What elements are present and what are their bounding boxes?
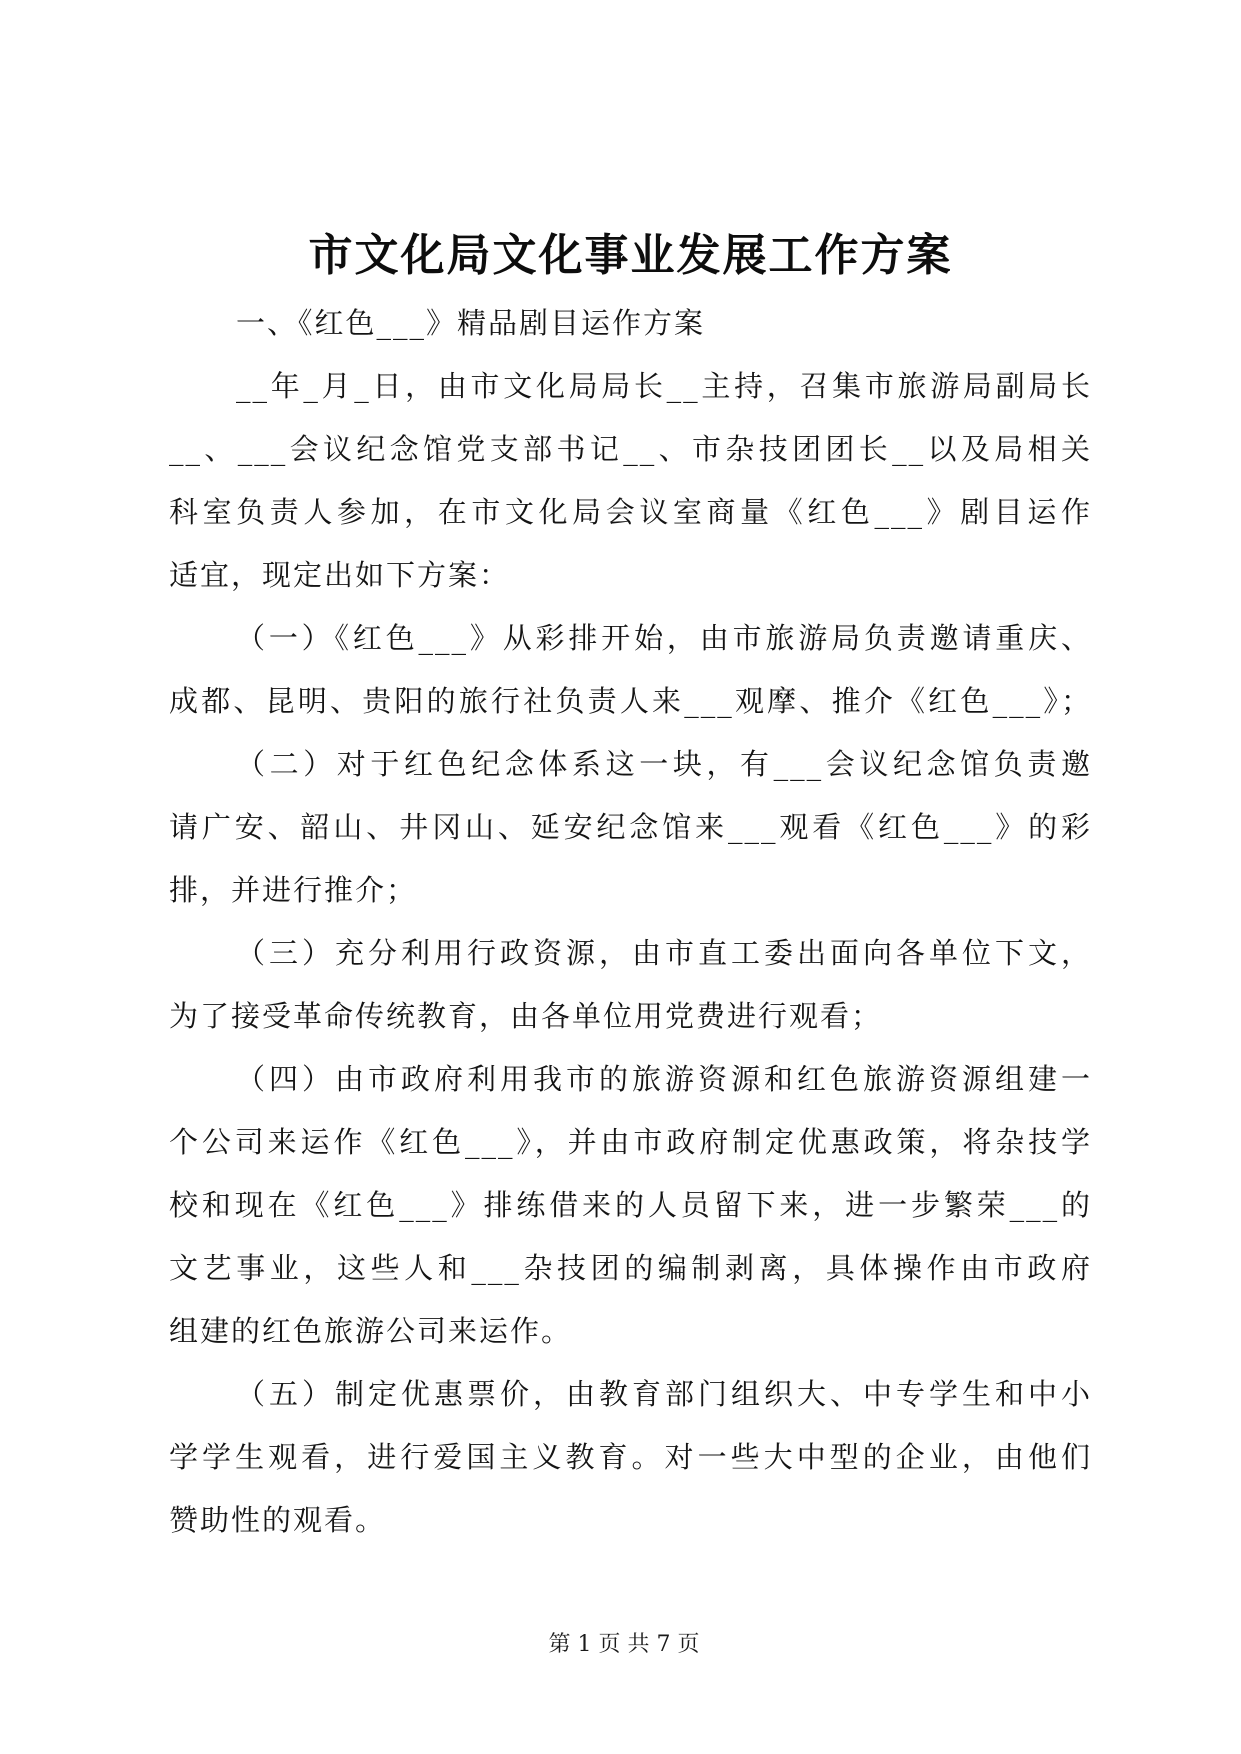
paragraph — [169, 922, 1092, 1048]
paragraph-line: 科室负责人参加，在市文化局会议室商量《红色___》剧目运作 — [169, 495, 1092, 529]
document-title: 市文化局文化事业发展工作方案 — [308, 230, 953, 281]
paragraph-line: 成都、昆明、贵阳的旅行社负责人来___观摩、推介《红色___》； — [169, 684, 1092, 718]
paragraph-line: 排，并进行推介； — [169, 873, 418, 907]
paragraph-line: 赞助性的观看。 — [169, 1503, 387, 1537]
paragraph-line: 一、《红色___》精品剧目运作方案 — [236, 306, 706, 340]
paragraph — [169, 607, 1092, 733]
paragraph-line: 个公司来运作《红色___》，并由市政府制定优惠政策，将杂技学 — [169, 1125, 1092, 1159]
paragraph-line: （五）制定优惠票价，由教育部门组织大、中专学生和中小 — [236, 1377, 1092, 1411]
paragraph-line: （四）由市政府利用我市的旅游资源和红色旅游资源组建一 — [236, 1062, 1092, 1096]
paragraph-line: 校和现在《红色___》排练借来的人员留下来，进一步繁荣___的 — [169, 1188, 1092, 1222]
paragraph-line: 请广安、韶山、井冈山、延安纪念馆来___观看《红色___》的彩 — [169, 810, 1092, 844]
paragraph-line: __、___会议纪念馆党支部书记__、市杂技团团长__以及局相关 — [169, 432, 1092, 466]
paragraph-line: （三）充分利用行政资源，由市直工委出面向各单位下文， — [236, 936, 1092, 970]
paragraph-line: 为了接受革命传统教育，由各单位用党费进行观看； — [169, 999, 883, 1033]
paragraph-line: （二）对于红色纪念体系这一块，有___会议纪念馆负责邀 — [236, 747, 1092, 781]
paragraph-line: __年_月_日，由市文化局局长__主持，召集市旅游局副局长 — [236, 369, 1092, 403]
paragraph — [169, 1048, 1092, 1363]
paragraph — [169, 355, 1092, 607]
document-body — [169, 292, 1092, 1552]
paragraph — [169, 733, 1092, 922]
paragraph-line: 学学生观看，进行爱国主义教育。对一些大中型的企业，由他们 — [169, 1440, 1092, 1474]
paragraph-line: （一）《红色___》从彩排开始，由市旅游局负责邀请重庆、 — [236, 621, 1092, 655]
paragraph-line: 组建的红色旅游公司来运作。 — [169, 1314, 573, 1348]
paragraph-line: 文艺事业，这些人和___杂技团的编制剥离，具体操作由市政府 — [169, 1251, 1092, 1285]
paragraph — [169, 1363, 1092, 1552]
section-heading — [169, 292, 1092, 355]
paragraph-line: 适宜，现定出如下方案： — [169, 558, 511, 592]
page-footer: 第 1 页 共 7 页 — [548, 1632, 700, 1657]
